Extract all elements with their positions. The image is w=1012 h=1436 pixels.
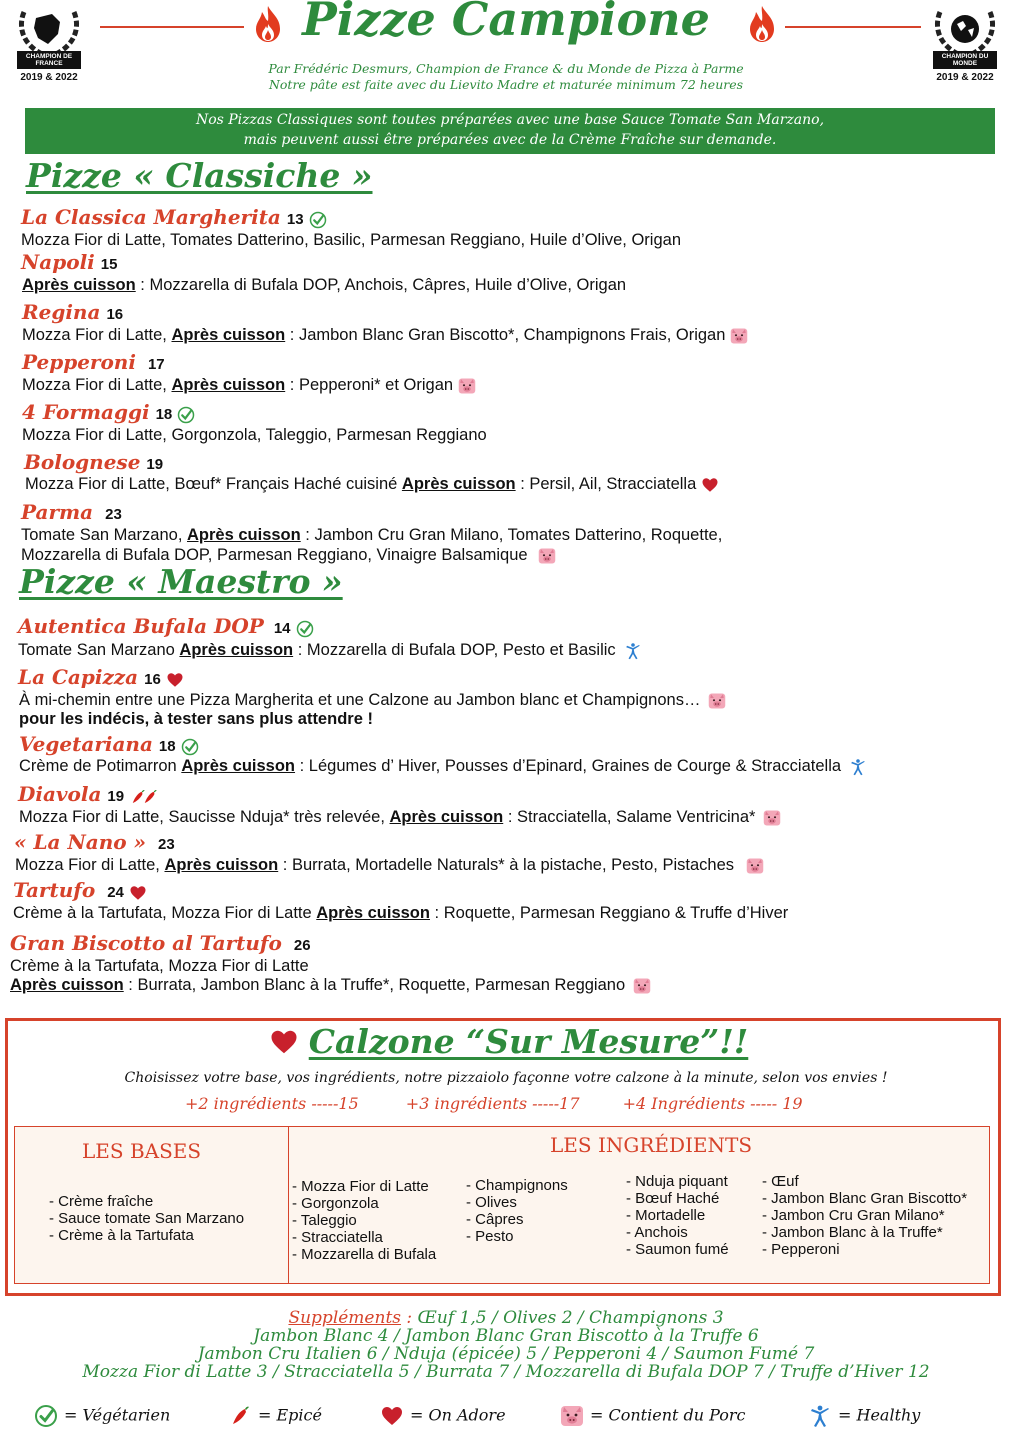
banner-line-1: Nos Pizzas Classiques sont toutes préparées avec une base Sauce Tomate San Marzano, xyxy=(195,112,825,128)
heart-icon xyxy=(129,884,147,902)
list-item: - Stracciatella xyxy=(292,1229,383,1246)
calzone-prices xyxy=(185,1094,885,1113)
list-item: - Crème à la Tartufata xyxy=(49,1227,194,1244)
pizza-name: Bolognese xyxy=(24,450,141,474)
description-text: : Burrata, Mortadelle Naturals* à la pistache, Pesto, Pistaches xyxy=(278,856,735,874)
list-item: - Champignons xyxy=(466,1177,568,1194)
calzone-table-divider xyxy=(288,1127,289,1283)
description-text: Mozza Fior di Latte, Bœuf* Français Haché cuisiné xyxy=(25,475,402,493)
pork-icon xyxy=(763,809,781,827)
description-text: : Mozzarella di Bufala DOP, Anchois, Câpres, Huile d’Olive, Origan xyxy=(135,276,627,294)
pizza-item xyxy=(13,878,147,902)
pizza-price: 17 xyxy=(147,356,165,373)
ingredients-title: LES INGRÉDIENTS xyxy=(550,1133,753,1157)
description-text: : Mozzarella di Bufala DOP, Pesto et Basilic xyxy=(293,641,616,659)
list-item: - Pepperoni xyxy=(762,1241,840,1258)
pizza-item xyxy=(10,931,311,955)
pizza-description xyxy=(25,475,719,494)
pizza-item xyxy=(24,450,163,474)
description-text: À mi-chemin entre une Pizza Margherita et une Calzone au Jambon blanc et Champignons… xyxy=(19,691,701,709)
legend-pork xyxy=(560,1404,746,1428)
pizza-description xyxy=(22,326,748,345)
pizza-price: 18 xyxy=(155,406,173,423)
ingredients-col-3 xyxy=(626,1173,729,1258)
supplements-label: Suppléments xyxy=(288,1308,401,1328)
pizza-description xyxy=(22,376,476,395)
apres-cuisson-label: Après cuisson xyxy=(316,904,430,922)
list-item: - Gorgonzola xyxy=(292,1195,379,1212)
list-item: - Crème fraîche xyxy=(49,1193,154,1210)
pizza-item xyxy=(18,665,184,689)
pizza-name: Napoli xyxy=(21,250,95,274)
description-text: Tomate San Marzano, xyxy=(21,526,187,544)
legend-label: = On Adore xyxy=(410,1405,506,1425)
apres-cuisson-label: Après cuisson xyxy=(171,326,286,344)
pizza-name: Vegetariana xyxy=(19,732,153,756)
pizza-item xyxy=(21,500,122,524)
bases-title: LES BASES xyxy=(82,1139,202,1163)
pizza-description-line-2 xyxy=(10,976,651,995)
pizza-price: 19 xyxy=(146,456,164,473)
pizza-description xyxy=(22,276,626,295)
pizza-name: La Capizza xyxy=(18,665,139,689)
list-item: - Câpres xyxy=(466,1211,524,1228)
supplements-line-3: Jambon Cru Italien 6 / Nduja (épicée) 5 / Pepperoni 4 / Saumon Fumé 7 xyxy=(197,1344,815,1364)
pizza-name: Tartufo xyxy=(13,878,96,902)
healthy-icon xyxy=(808,1404,832,1428)
pork-icon xyxy=(458,377,476,395)
pizza-name: Regina xyxy=(22,300,101,324)
healthy-icon xyxy=(849,758,867,776)
pork-icon xyxy=(708,692,726,710)
list-item: - Saumon fumé xyxy=(626,1241,729,1258)
pizza-price: 16 xyxy=(106,306,124,323)
pizza-description xyxy=(18,641,642,660)
heart-icon xyxy=(380,1404,404,1428)
list-item: - Jambon Blanc à la Truffe* xyxy=(762,1224,943,1241)
ingredients-col-1 xyxy=(292,1178,436,1263)
apres-cuisson-label: Après cuisson xyxy=(22,276,136,294)
pizza-item xyxy=(18,614,314,638)
pizza-price: 23 xyxy=(105,506,122,523)
pizza-name: Diavola xyxy=(18,782,102,806)
calzone-subtitle: Choisissez votre base, vos ingrédients, notre pizzaiolo façonne votre calzone à la minute, selon vos envies ! xyxy=(124,1070,888,1086)
apres-cuisson-label: Après cuisson xyxy=(401,475,516,493)
description-text: Mozza Fior di Latte, xyxy=(22,326,172,344)
list-item: - Anchois xyxy=(626,1224,688,1241)
apres-cuisson-label: Après cuisson xyxy=(164,856,279,874)
vegetarian-check-icon xyxy=(309,211,327,229)
calzone-table xyxy=(14,1126,990,1284)
description-text: : Roquette, Parmesan Reggiano & Truffe d’Hiver xyxy=(429,904,789,922)
badge-years: 2019 & 2022 xyxy=(936,72,994,83)
pizza-item xyxy=(22,400,195,424)
pizza-item xyxy=(21,250,117,274)
badge-years: 2019 & 2022 xyxy=(20,72,78,83)
list-item: - Mozzarella di Bufala xyxy=(292,1246,437,1263)
legend-healthy xyxy=(808,1404,920,1428)
info-banner xyxy=(25,108,995,154)
list-item: - Bœuf Haché xyxy=(626,1190,720,1207)
list-item: - Jambon Cru Gran Milano* xyxy=(762,1207,945,1224)
list-item: - Sauce tomate San Marzano xyxy=(49,1210,245,1227)
byline-line-1: Par Frédéric Desmurs, Champion de France & du Monde de Pizza à Parme xyxy=(268,61,744,76)
pork-icon xyxy=(538,547,556,565)
pizza-price: 14 xyxy=(273,620,291,637)
calzone-title-text: Calzone “Sur Mesure”!! xyxy=(308,1022,749,1061)
apres-cuisson-label: Après cuisson xyxy=(187,526,301,544)
apres-cuisson-label: Après cuisson xyxy=(389,808,504,826)
calzone-price-2: +2 ingrédients -----15 xyxy=(185,1094,359,1113)
section-title-maestro: Pizze « Maestro » xyxy=(19,562,343,601)
pork-icon xyxy=(746,857,764,875)
description-text: Mozza Fior di Latte, xyxy=(15,856,165,874)
description-text: Crème de Potimarron xyxy=(19,757,182,775)
pizza-description xyxy=(19,808,781,827)
description-text: : Jambon Cru Gran Milano, Tomates Datterino, Roquette, xyxy=(300,526,723,544)
description-text: : Jambon Blanc Gran Biscotto*, Champignons Frais, Origan xyxy=(285,326,726,344)
heart-icon xyxy=(269,1027,299,1057)
heart-icon xyxy=(701,476,719,494)
legend-love xyxy=(380,1404,506,1428)
supplements-colon: : xyxy=(401,1308,413,1328)
pizza-item xyxy=(14,830,175,854)
list-item: - Nduja piquant xyxy=(626,1173,728,1190)
pizza-price: 24 xyxy=(107,884,124,901)
legend-label: = Healthy xyxy=(838,1405,921,1425)
list-item: - Taleggio xyxy=(292,1212,357,1229)
vegetarian-check-icon xyxy=(177,406,195,424)
pizza-description xyxy=(19,691,726,710)
pizza-item xyxy=(22,350,165,374)
description-text: Mozza Fior di Latte, xyxy=(22,376,172,394)
pizza-price: 23 xyxy=(158,836,175,853)
pizza-price: 15 xyxy=(100,256,118,273)
apres-cuisson-label: Après cuisson xyxy=(10,976,124,994)
pizza-description: Mozza Fior di Latte, Gorgonzola, Taleggio, Parmesan Reggiano xyxy=(22,426,487,444)
description-text: Tomate San Marzano xyxy=(18,641,180,659)
list-item: - Pesto xyxy=(466,1228,514,1245)
legend-spicy xyxy=(228,1404,322,1428)
pizza-name: La Classica Margherita xyxy=(21,205,281,229)
supplements-line-4: Mozza Fior di Latte 3 / Stracciatella 5 / Burrata 7 / Mozzarella di Bufala DOP 7 / Truffe d’Hiver 12 xyxy=(82,1362,930,1382)
description-text: : Stracciatella, Salame Ventricina* xyxy=(503,808,756,826)
pizza-price: 26 xyxy=(293,937,311,954)
apres-cuisson-label: Après cuisson xyxy=(181,757,296,775)
banner-line-2: mais peuvent aussi être préparées avec de la Crème Fraîche sur demande. xyxy=(243,132,777,148)
description-text: : Burrata, Jambon Blanc à la Truffe*, Roquette, Parmesan Reggiano xyxy=(123,976,626,994)
pork-icon xyxy=(560,1404,584,1428)
vegetarian-check-icon xyxy=(181,738,199,756)
list-item: - Mortadelle xyxy=(626,1207,706,1224)
pizza-name: 4 Formaggi xyxy=(22,400,150,424)
legend-label: = Végétarien xyxy=(64,1405,171,1425)
legend-label: = Contient du Porc xyxy=(590,1405,746,1425)
list-item: - Mozza Fior di Latte xyxy=(292,1178,429,1195)
legend-label: = Epicé xyxy=(258,1405,322,1425)
pizza-item xyxy=(22,300,123,324)
page-title: Pizze Campione xyxy=(302,0,710,46)
list-item: - Olives xyxy=(466,1194,517,1211)
pizza-name: Parma xyxy=(21,500,94,524)
ingredients-col-2 xyxy=(466,1177,568,1245)
description-text: Mozza Fior di Latte, Saucisse Nduja* très relevée, xyxy=(19,808,390,826)
pizza-name: Gran Biscotto al Tartufo xyxy=(10,931,282,955)
bases-list xyxy=(49,1193,244,1244)
apres-cuisson-label: Après cuisson xyxy=(171,376,286,394)
ingredients-col-4 xyxy=(762,1173,967,1258)
vegetarian-check-icon xyxy=(34,1404,58,1428)
section-title-classiche: Pizze « Classiche » xyxy=(26,156,373,195)
pizza-name: Pepperoni xyxy=(22,350,136,374)
pizza-description xyxy=(13,904,788,923)
pizza-price: 18 xyxy=(158,738,176,755)
pizza-price: 19 xyxy=(107,788,125,805)
healthy-icon xyxy=(624,642,642,660)
badge-ribbon: CHAMPION DE FRANCE xyxy=(17,51,81,69)
pizza-name: Autentica Bufala DOP xyxy=(18,614,264,638)
pizza-price: 13 xyxy=(286,211,304,228)
supplements-line-1 xyxy=(0,1309,1012,1327)
pizza-item xyxy=(21,205,327,229)
byline-line-2: Notre pâte est faite avec du Lievito Madre et maturée minimum 72 heures xyxy=(268,77,744,92)
pizza-description xyxy=(19,757,867,776)
chili-icon xyxy=(228,1404,252,1428)
list-item: - Œuf xyxy=(762,1173,799,1190)
supplements-text: Œuf 1,5 / Olives 2 / Champignons 3 xyxy=(412,1308,724,1328)
legend xyxy=(0,1400,1012,1434)
calzone-title xyxy=(0,1022,1012,1061)
pizza-price: 16 xyxy=(144,671,161,688)
description-text: : Pepperoni* et Origan xyxy=(285,376,454,394)
pizza-description xyxy=(21,526,722,545)
pizza-description: Crème à la Tartufata, Mozza Fior di Latte xyxy=(10,957,309,975)
pizza-description-line-2: pour les indécis, à tester sans plus attendre ! xyxy=(19,710,373,728)
supplements-line-2: Jambon Blanc 4 / Jambon Blanc Gran Biscotto à la Truffe 6 xyxy=(253,1326,759,1346)
pork-icon xyxy=(730,327,748,345)
apres-cuisson-label: Après cuisson xyxy=(179,641,294,659)
list-item: - Jambon Blanc Gran Biscotto* xyxy=(762,1190,968,1207)
pizza-name: « La Nano » xyxy=(14,830,147,854)
pizza-item xyxy=(19,732,199,756)
legend-vegetarian xyxy=(34,1404,170,1428)
pizza-item xyxy=(18,782,159,806)
byline xyxy=(0,61,1012,93)
description-text: : Persil, Ail, Stracciatella xyxy=(515,475,697,493)
pizza-description xyxy=(15,856,764,875)
badge-ribbon: CHAMPION DU MONDE xyxy=(933,51,997,69)
pork-icon xyxy=(633,977,651,995)
heart-icon xyxy=(166,671,184,689)
chili-icon xyxy=(141,788,159,806)
vegetarian-check-icon xyxy=(296,620,314,638)
pizza-description: Mozza Fior di Latte, Tomates Datterino, Basilic, Parmesan Reggiano, Huile d’Olive, Origan xyxy=(21,231,681,249)
calzone-price-4: +4 Ingrédients ----- 19 xyxy=(622,1094,803,1113)
description-text: : Légumes d’ Hiver, Pousses d’Epinard, Graines de Courge & Stracciatella xyxy=(295,757,842,775)
description-text: Mozzarella di Bufala DOP, Parmesan Reggiano, Vinaigre Balsamique xyxy=(21,546,528,564)
calzone-price-3: +3 ingrédients -----17 xyxy=(405,1094,580,1113)
description-text: Crème à la Tartufata, Mozza Fior di Latte xyxy=(13,904,317,922)
